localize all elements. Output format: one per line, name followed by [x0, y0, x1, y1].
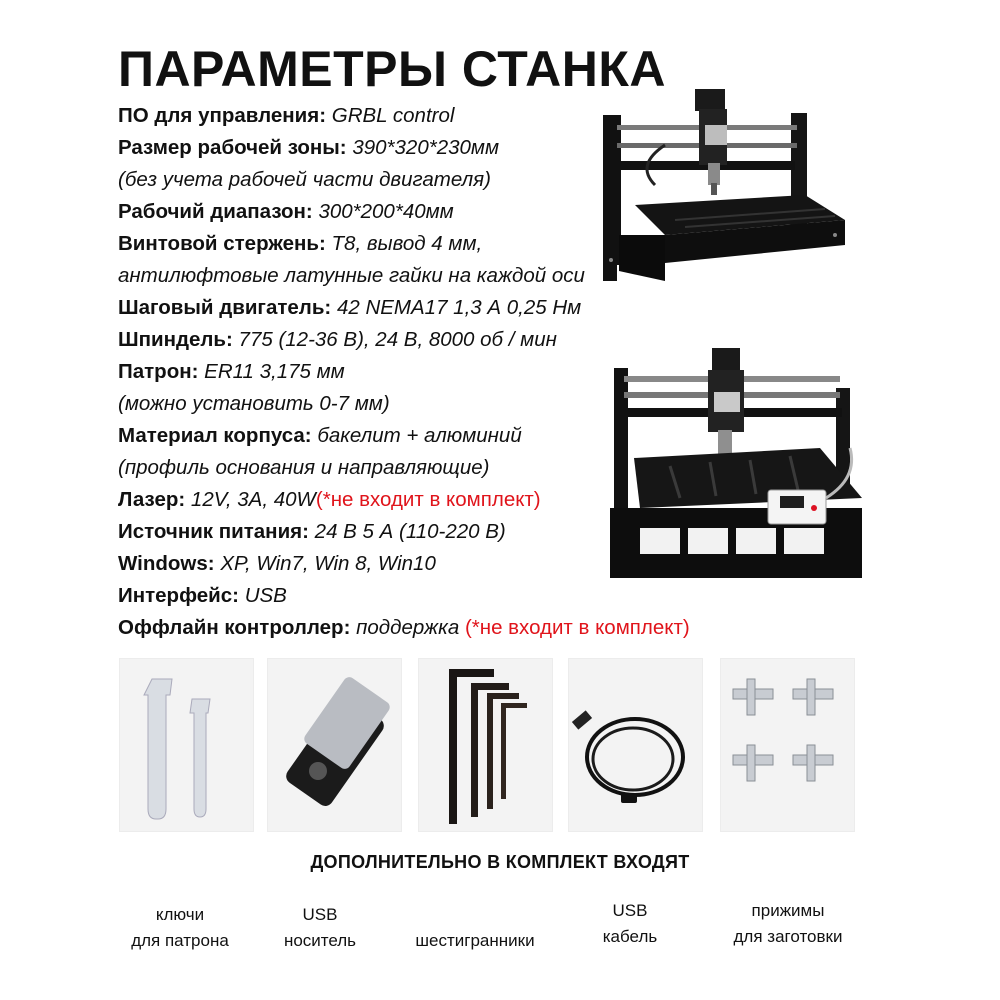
spec-value: бакелит + алюминий [317, 424, 522, 447]
spec-value: антилюфтовые латунные гайки на каждой оси [118, 264, 585, 287]
spec-value: USB [244, 584, 287, 607]
spec-value: T8, вывод 4 мм, [331, 232, 483, 255]
accessory-caption [405, 902, 545, 954]
accessory-clamps-image [720, 658, 855, 832]
accessory-caption [120, 902, 240, 954]
caption-line: для заготовки [733, 927, 843, 946]
accessory-caption [570, 898, 690, 950]
spec-label: Источник питания: [118, 520, 309, 543]
spec-note: (*не входит в комплект) [464, 616, 690, 639]
spec-value: (можно установить 0-7 мм) [118, 392, 390, 415]
spec-line [118, 580, 838, 612]
spec-value: 42 NEMA17 1,3 А 0,25 Нм [336, 296, 582, 319]
spec-label: Лазер: [118, 488, 186, 511]
accessory-caption [718, 898, 858, 950]
spec-value: 24 В 5 А (110-220 В) [314, 520, 506, 543]
cnc-machine-image [595, 85, 867, 285]
accessory-wrenches-image [119, 658, 254, 832]
spec-label: Интерфейс: [118, 584, 239, 607]
page-title: ПАРАМЕТРЫ СТАНКА [118, 41, 666, 97]
spec-line [118, 612, 838, 644]
spec-value: ER11 3,175 мм [204, 360, 345, 383]
spec-label: Винтовой стержень: [118, 232, 326, 255]
caption-line: ключи [155, 905, 205, 924]
spec-label: Шпиндель: [118, 328, 233, 351]
spec-label: Патрон: [118, 360, 199, 383]
spec-label: Рабочий диапазон: [118, 200, 313, 223]
spec-label: ПО для управления: [118, 104, 327, 127]
spec-value: 775 (12-36 В), 24 В, 8000 об / мин [238, 328, 557, 351]
spec-value: (без учета рабочей части двигателя) [118, 168, 491, 191]
spec-label: Windows: [118, 552, 215, 575]
spec-label: Оффлайн контроллер: [118, 616, 351, 639]
spec-value: 12V, 3A, 40W [190, 488, 316, 511]
caption-line: для патрона [131, 931, 229, 950]
accessory-usb-cable-image [568, 658, 703, 832]
caption-line: прижимы [751, 901, 825, 920]
spec-value: (профиль основания и направляющие) [118, 456, 490, 479]
caption-line: USB [302, 905, 338, 924]
accessory-caption [260, 902, 380, 954]
cnc-machine-controller-image [600, 348, 872, 583]
caption-line: USB [612, 901, 648, 920]
spec-value: поддержка [356, 616, 460, 639]
caption-line: шестигранники [415, 931, 535, 950]
spec-note: (*не входит в комплект) [315, 488, 541, 511]
spec-value: 300*200*40мм [318, 200, 454, 223]
spec-label: Материал корпуса: [118, 424, 312, 447]
spec-label: Размер рабочей зоны: [118, 136, 347, 159]
caption-line: носитель [283, 931, 357, 950]
spec-label: Шаговый двигатель: [118, 296, 332, 319]
spec-line [118, 292, 838, 324]
spec-value: XP, Win7, Win 8, Win10 [220, 552, 436, 575]
accessory-hex-keys-image [418, 658, 553, 832]
accessory-usb-stick-image [267, 658, 402, 832]
caption-line [405, 902, 545, 928]
spec-value: GRBL control [331, 104, 455, 127]
caption-line: кабель [602, 927, 658, 946]
spec-value: 390*320*230мм [352, 136, 500, 159]
accessories-heading: ДОПОЛНИТЕЛЬНО В КОМПЛЕКТ ВХОДЯТ [310, 852, 690, 872]
